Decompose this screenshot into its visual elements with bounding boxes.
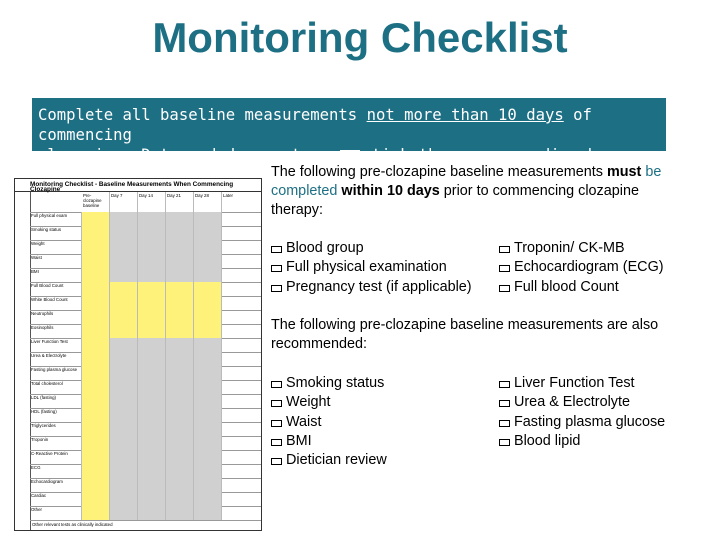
checklist-item xyxy=(271,239,364,258)
form-cell xyxy=(166,450,194,464)
banner-text: clozapine. Date and document or xyxy=(38,146,339,164)
checklist-item xyxy=(271,451,387,470)
check-mark-icon: √ xyxy=(340,150,360,168)
form-cell xyxy=(82,254,110,268)
form-cell xyxy=(82,324,110,338)
form-row-label: Eosinophils xyxy=(30,324,82,338)
form-cell xyxy=(222,338,262,352)
form-cell xyxy=(194,296,222,310)
banner-underlined-text: not more than 10 days xyxy=(366,106,564,124)
form-cell xyxy=(222,240,262,254)
banner-text: Complete all baseline measurements xyxy=(38,106,367,124)
checklist-item xyxy=(499,278,619,297)
form-cell xyxy=(194,464,222,478)
form-cell xyxy=(82,380,110,394)
checklist-item xyxy=(499,413,665,432)
form-cell xyxy=(138,436,166,450)
form-cell xyxy=(110,492,138,506)
form-cell xyxy=(194,436,222,450)
form-side-strip xyxy=(15,192,31,530)
form-cell xyxy=(138,226,166,240)
form-cell xyxy=(138,352,166,366)
form-cell xyxy=(166,492,194,506)
form-row-label: Neutrophils xyxy=(30,310,82,324)
form-cell xyxy=(82,506,110,520)
form-cell xyxy=(222,310,262,324)
form-row-label: C-Reactive Protein xyxy=(30,450,82,464)
form-cell xyxy=(110,422,138,436)
form-row-label: LDL (fasting) xyxy=(30,394,82,408)
form-cell xyxy=(82,240,110,254)
form-cell xyxy=(138,506,166,520)
form-cell xyxy=(222,422,262,436)
checklist-item-label: Weight xyxy=(286,394,331,411)
form-row xyxy=(30,296,261,311)
form-cell xyxy=(194,226,222,240)
form-cell xyxy=(138,478,166,492)
required-intro xyxy=(271,163,691,220)
form-cell xyxy=(138,324,166,338)
checklist-item-label: Echocardiogram (ECG) xyxy=(514,259,664,276)
checklist-item xyxy=(499,258,664,277)
recommended-intro: The following pre-clozapine baseline measurements are also recommended: xyxy=(271,317,659,352)
form-column-header: Day 28 xyxy=(194,192,222,212)
form-cell xyxy=(222,254,262,268)
form-row-label: Liver Function Test xyxy=(30,338,82,352)
form-row-label: Cardiac xyxy=(30,492,82,506)
form-cell xyxy=(138,296,166,310)
form-cell xyxy=(110,268,138,282)
checklist-item xyxy=(499,374,635,393)
form-row xyxy=(30,226,261,241)
checklist-form-image xyxy=(14,178,262,531)
intro-text: prior to commencing clozapine therapy: xyxy=(271,183,639,218)
form-cell xyxy=(166,240,194,254)
intro-must: must xyxy=(606,164,642,180)
form-cell xyxy=(138,338,166,352)
checklist-item-label: Pregnancy test (if applicable) xyxy=(286,278,472,295)
checkbox-icon[interactable] xyxy=(271,265,282,272)
banner-text: tick the corresponding boxes xyxy=(362,146,635,164)
intro-within: within 10 days xyxy=(341,183,440,199)
form-cell xyxy=(166,268,194,282)
form-cell xyxy=(110,506,138,520)
checkbox-icon[interactable] xyxy=(499,381,510,388)
form-cell xyxy=(110,212,138,226)
checklist-item xyxy=(271,432,312,451)
instruction-banner xyxy=(32,98,666,166)
form-row xyxy=(30,212,261,227)
form-cell xyxy=(138,492,166,506)
form-cell xyxy=(138,408,166,422)
checklist-item-label: Troponin/ CK-MB xyxy=(514,240,625,256)
form-column-header: Day 7 xyxy=(110,192,138,212)
form-cell xyxy=(222,366,262,380)
form-cell xyxy=(222,296,262,310)
form-cell xyxy=(222,450,262,464)
form-row-label: Smoking status xyxy=(30,226,82,240)
form-cell xyxy=(166,352,194,366)
form-cell xyxy=(222,282,262,296)
form-cell xyxy=(194,380,222,394)
form-cell xyxy=(138,464,166,478)
form-cell xyxy=(138,422,166,436)
checkbox-icon[interactable] xyxy=(271,400,282,407)
form-cell xyxy=(166,212,194,226)
form-cell xyxy=(82,408,110,422)
form-cell xyxy=(138,240,166,254)
form-row xyxy=(30,506,261,521)
checklist-item-label: Blood lipid xyxy=(514,432,581,449)
form-row-label: Weight xyxy=(30,240,82,254)
form-cell xyxy=(82,296,110,310)
form-row-label: Waist xyxy=(30,254,82,268)
checklist-item-label: Full physical examination xyxy=(286,259,447,276)
form-row-label: Full physical exam xyxy=(30,212,82,226)
form-cell xyxy=(138,212,166,226)
form-cell xyxy=(194,408,222,422)
form-cell xyxy=(138,282,166,296)
form-header-row xyxy=(30,192,261,213)
form-cell xyxy=(110,352,138,366)
form-row xyxy=(30,366,261,381)
form-cell xyxy=(166,366,194,380)
form-row xyxy=(30,492,261,507)
form-cell xyxy=(138,450,166,464)
form-cell xyxy=(166,324,194,338)
checklist-item-label: Waist xyxy=(286,413,322,430)
form-cell xyxy=(166,380,194,394)
form-cell xyxy=(194,506,222,520)
checkbox-icon[interactable] xyxy=(499,439,510,446)
checkbox-icon[interactable] xyxy=(499,246,510,253)
banner-line-1 xyxy=(38,105,666,145)
form-cell xyxy=(194,352,222,366)
form-cell xyxy=(110,380,138,394)
form-cell xyxy=(82,464,110,478)
form-cell xyxy=(82,394,110,408)
checklist-item xyxy=(271,413,321,432)
form-cell xyxy=(110,436,138,450)
form-column-header: Later xyxy=(222,192,262,212)
form-cell xyxy=(138,366,166,380)
checkbox-icon[interactable] xyxy=(499,400,510,407)
form-cell xyxy=(138,268,166,282)
form-footer: Other relevant tests as clinically indicated xyxy=(30,522,261,531)
form-cell xyxy=(166,506,194,520)
form-column-header: Pre-clozapine baseline xyxy=(82,192,110,212)
intro-text: be completed xyxy=(271,164,662,199)
form-cell xyxy=(82,338,110,352)
form-row-label: HDL (fasting) xyxy=(30,408,82,422)
form-row xyxy=(30,310,261,325)
form-row xyxy=(30,240,261,255)
form-cell xyxy=(194,212,222,226)
form-cell xyxy=(222,408,262,422)
form-cell xyxy=(166,296,194,310)
form-cell xyxy=(82,450,110,464)
checkbox-icon[interactable] xyxy=(271,246,282,253)
form-cell xyxy=(82,212,110,226)
form-row xyxy=(30,422,261,437)
form-cell xyxy=(166,478,194,492)
form-cell xyxy=(82,422,110,436)
form-cell xyxy=(222,226,262,240)
checkbox-icon[interactable] xyxy=(271,420,282,427)
form-row-label: White Blood Count xyxy=(30,296,82,310)
form-cell xyxy=(166,422,194,436)
form-row xyxy=(30,380,261,395)
form-cell xyxy=(222,506,262,520)
checklist-item xyxy=(271,258,447,277)
checklist-item xyxy=(271,393,331,412)
form-cell xyxy=(222,352,262,366)
form-cell xyxy=(110,310,138,324)
form-row xyxy=(30,324,261,339)
form-cell xyxy=(138,394,166,408)
checklist-item xyxy=(499,239,625,258)
form-row xyxy=(30,352,261,367)
form-cell xyxy=(194,394,222,408)
form-row xyxy=(30,282,261,297)
checklist-item-label: Full blood Count xyxy=(514,278,619,295)
form-cell xyxy=(82,366,110,380)
form-cell xyxy=(194,366,222,380)
form-cell xyxy=(222,478,262,492)
form-row-label: BMI xyxy=(30,268,82,282)
form-cell xyxy=(166,464,194,478)
form-heading: Monitoring Checklist - Baseline Measurements When Commencing Clozapine xyxy=(15,179,261,192)
form-cell xyxy=(82,268,110,282)
form-cell xyxy=(222,380,262,394)
form-cell xyxy=(110,254,138,268)
form-cell xyxy=(110,394,138,408)
form-cell xyxy=(110,464,138,478)
checklist-item xyxy=(271,374,384,393)
form-cell xyxy=(194,282,222,296)
form-cell xyxy=(110,478,138,492)
form-row-label: Troponin xyxy=(30,436,82,450)
form-cell xyxy=(222,324,262,338)
form-row-label: Echocardiogram xyxy=(30,478,82,492)
checkbox-icon[interactable] xyxy=(499,285,510,292)
checklist-item-label: Smoking status xyxy=(286,375,385,391)
form-cell xyxy=(222,212,262,226)
form-cell xyxy=(82,478,110,492)
form-row-label: Total cholesterol xyxy=(30,380,82,394)
form-cell xyxy=(110,296,138,310)
form-row-label: Full Blood Count xyxy=(30,282,82,296)
form-row xyxy=(30,254,261,269)
form-cell xyxy=(222,492,262,506)
form-row xyxy=(30,450,261,465)
checklist-item xyxy=(271,278,472,297)
form-cell xyxy=(166,394,194,408)
form-cell xyxy=(166,310,194,324)
form-cell xyxy=(194,254,222,268)
form-cell xyxy=(222,436,262,450)
banner-text: of commencing xyxy=(38,106,592,144)
form-cell xyxy=(166,436,194,450)
form-row xyxy=(30,394,261,409)
form-row-label: Fasting plasma glucose xyxy=(30,366,82,380)
form-row xyxy=(30,338,261,353)
form-cell xyxy=(194,338,222,352)
form-cell xyxy=(110,408,138,422)
form-row xyxy=(30,464,261,479)
form-cell xyxy=(110,338,138,352)
checklist-item-label: Blood group xyxy=(286,240,364,256)
form-cell xyxy=(194,478,222,492)
form-cell xyxy=(110,282,138,296)
checklist-item xyxy=(499,393,630,412)
form-column-header: Day 21 xyxy=(166,192,194,212)
checklist-item-label: Dietician review xyxy=(286,452,387,469)
form-row-label: ECG xyxy=(30,464,82,478)
form-cell xyxy=(194,422,222,436)
form-cell xyxy=(82,226,110,240)
intro-text: The following pre-clozapine baseline measurements xyxy=(271,164,607,180)
checkbox-icon[interactable] xyxy=(271,458,282,465)
form-cell xyxy=(194,240,222,254)
form-cell xyxy=(110,366,138,380)
checkbox-icon[interactable] xyxy=(271,381,282,388)
form-cell xyxy=(166,226,194,240)
form-row xyxy=(30,436,261,451)
form-cell xyxy=(82,310,110,324)
form-column-header: Day 14 xyxy=(138,192,166,212)
checkbox-icon[interactable] xyxy=(271,285,282,292)
form-cell xyxy=(194,324,222,338)
checkbox-icon[interactable] xyxy=(271,439,282,446)
form-cell xyxy=(222,394,262,408)
form-cell xyxy=(194,492,222,506)
form-cell xyxy=(222,464,262,478)
checklist-item xyxy=(499,432,580,451)
form-cell xyxy=(194,310,222,324)
form-cell xyxy=(138,254,166,268)
form-cell xyxy=(82,282,110,296)
form-cell xyxy=(138,380,166,394)
form-cell xyxy=(110,226,138,240)
checklist-item-label: Liver Function Test xyxy=(514,375,635,391)
form-cell xyxy=(82,436,110,450)
page-title: Monitoring Checklist xyxy=(152,14,568,61)
form-row xyxy=(30,408,261,423)
form-cell xyxy=(166,408,194,422)
form-row-label: Urea & Electrolyte xyxy=(30,352,82,366)
form-cell xyxy=(138,310,166,324)
form-row xyxy=(30,478,261,493)
form-cell xyxy=(110,324,138,338)
checklist-item-label: BMI xyxy=(286,432,312,449)
form-cell xyxy=(110,240,138,254)
form-cell xyxy=(194,450,222,464)
form-cell xyxy=(82,492,110,506)
form-cell xyxy=(222,268,262,282)
checklist-item-label: Urea & Electrolyte xyxy=(514,394,630,411)
form-cell xyxy=(110,450,138,464)
form-row-label: Other xyxy=(30,506,82,520)
checkbox-icon[interactable] xyxy=(499,420,510,427)
form-cell xyxy=(166,254,194,268)
checklist-item-label: Fasting plasma glucose xyxy=(514,413,666,430)
form-cell xyxy=(194,268,222,282)
form-cell xyxy=(166,282,194,296)
form-cell xyxy=(82,352,110,366)
form-cell xyxy=(166,338,194,352)
form-row xyxy=(30,268,261,283)
form-row-label: Triglycerides xyxy=(30,422,82,436)
checkbox-icon[interactable] xyxy=(499,265,510,272)
